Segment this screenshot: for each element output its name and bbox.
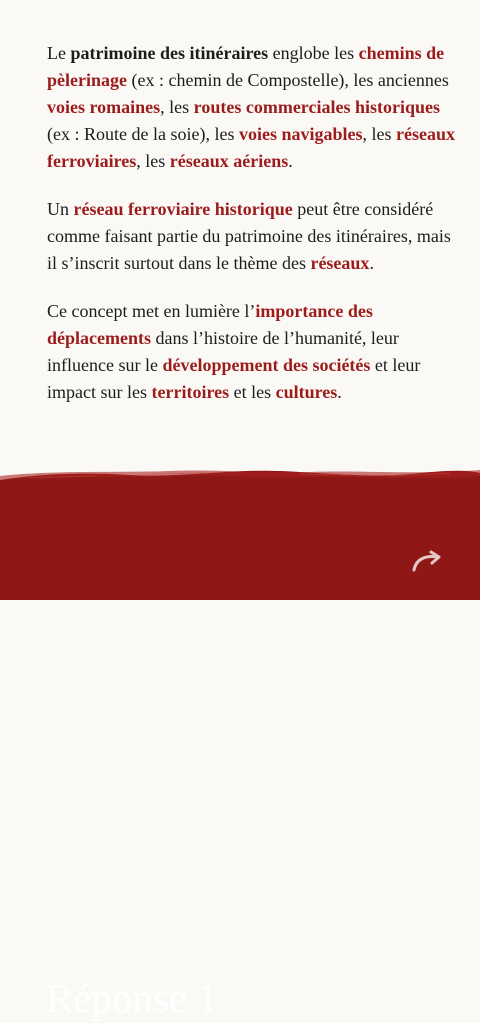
text-content [47,40,457,427]
run: , les [160,97,194,117]
highlight-term: réseaux aériens [169,151,289,171]
run: (ex : chemin de Compostelle), les anciennes [126,70,449,90]
highlight-term: développement des sociétés [162,355,371,375]
run: et leur impact sur les [47,355,421,402]
run: Un [47,199,74,219]
answer-title: Réponse 1 [46,975,218,1021]
emphasis-term: patrimoine des itinéraires [70,43,269,63]
run: . [369,253,374,273]
paragraph-3 [47,298,457,406]
run: (ex : Route de la soie), les [47,124,239,144]
brush-wave-background [0,462,480,600]
paragraph-2 [47,196,457,277]
run: , les [362,124,396,144]
footer-banner [0,462,480,1021]
highlight-term: territoires [151,382,230,402]
highlight-term: réseaux [310,253,370,273]
paragraph-1 [47,40,457,175]
run: . [288,151,293,171]
highlight-term: cultures [275,382,338,402]
run: Ce concept met en lumière l’ [47,301,256,321]
highlight-term: routes commerciales historiques [193,97,440,117]
highlight-term: réseau ferroviaire historique [73,199,293,219]
highlight-term: chemins de pèlerinage [47,43,445,90]
run: et les [229,382,276,402]
run: peut être considéré comme faisant partie du patrimoine des itinéraires, mais il s’inscrit surtout dans le thème des [47,199,451,273]
run: Le [47,43,71,63]
highlight-term: voies navigables [238,124,363,144]
run: , les [136,151,170,171]
curved-arrow-right-icon[interactable] [411,549,445,579]
run: dans l’histoire de l’humanité, leur influence sur le [47,328,399,375]
highlight-term: voies romaines [47,97,161,117]
run: englobe les [268,43,359,63]
highlight-term: réseaux ferroviaires [47,124,455,171]
highlight-term: importance des déplacements [47,301,373,348]
run: . [337,382,342,402]
